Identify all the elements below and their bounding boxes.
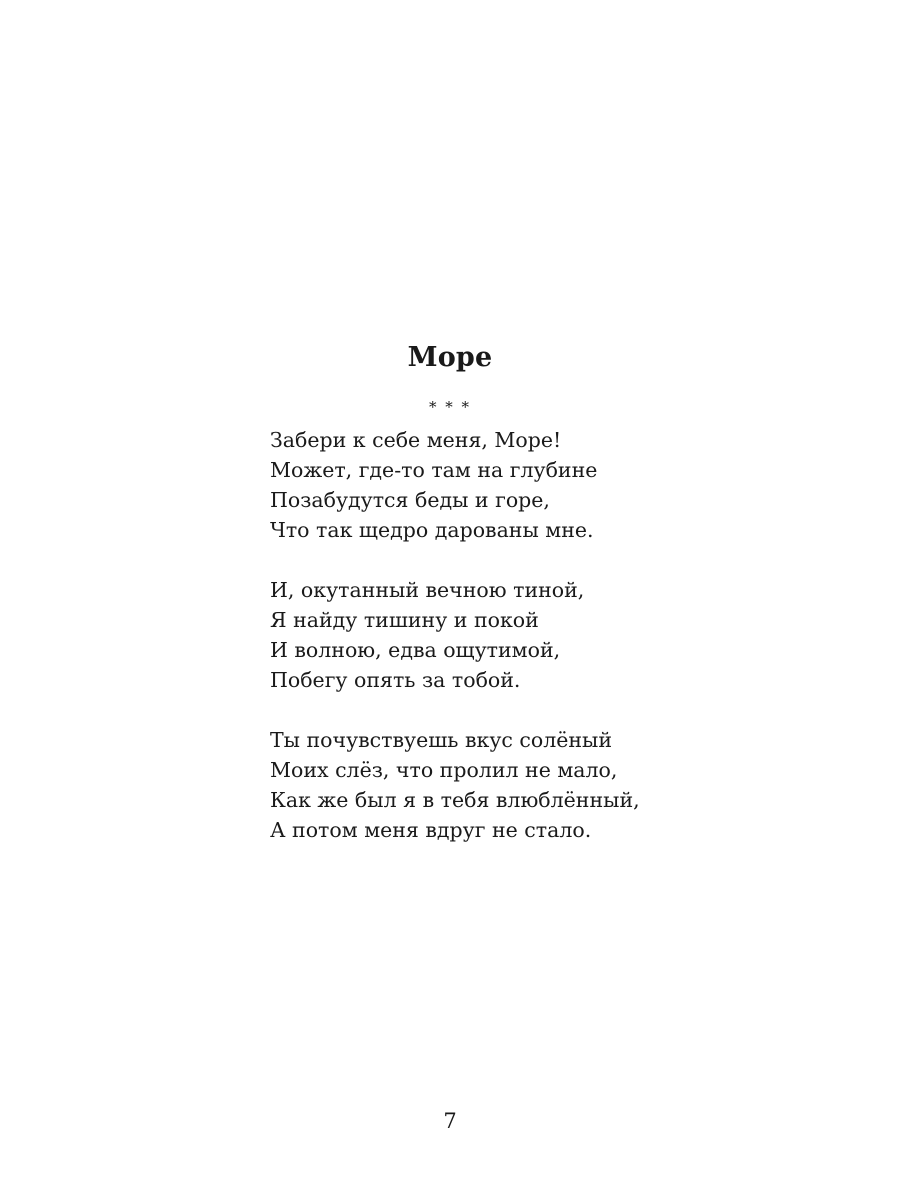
poem-line: Как же был я в тебя влюблённый, xyxy=(270,788,640,812)
poem-line: И волною, едва ощутимой, xyxy=(270,638,561,662)
poem-line: Что так щедро дарованы мне. xyxy=(270,518,594,542)
poem-line: Я найду тишину и покой xyxy=(270,608,539,632)
page-number: 7 xyxy=(443,1109,457,1133)
poem-line: Ты почувствуешь вкус солёный xyxy=(270,728,612,752)
stanza-1 xyxy=(270,425,770,545)
poem-line: Моих слёз, что пролил не мало, xyxy=(270,758,618,782)
poem-line: Позабудутся беды и горе, xyxy=(270,488,550,512)
stanza-2 xyxy=(270,575,770,695)
poem-line: Забери к себе меня, Море! xyxy=(270,428,562,452)
poem-title: Море xyxy=(407,342,493,373)
poem-line: Может, где-то там на глубине xyxy=(270,458,598,482)
poem-line: Побегу опять за тобой. xyxy=(270,668,521,692)
stanza-3 xyxy=(270,725,770,845)
poem-line: А потом меня вдруг не стало. xyxy=(270,818,592,842)
poem-line: И, окутанный вечною тиной, xyxy=(270,578,585,602)
stanza-separator: * * * xyxy=(428,398,472,416)
poem-body xyxy=(270,425,770,875)
